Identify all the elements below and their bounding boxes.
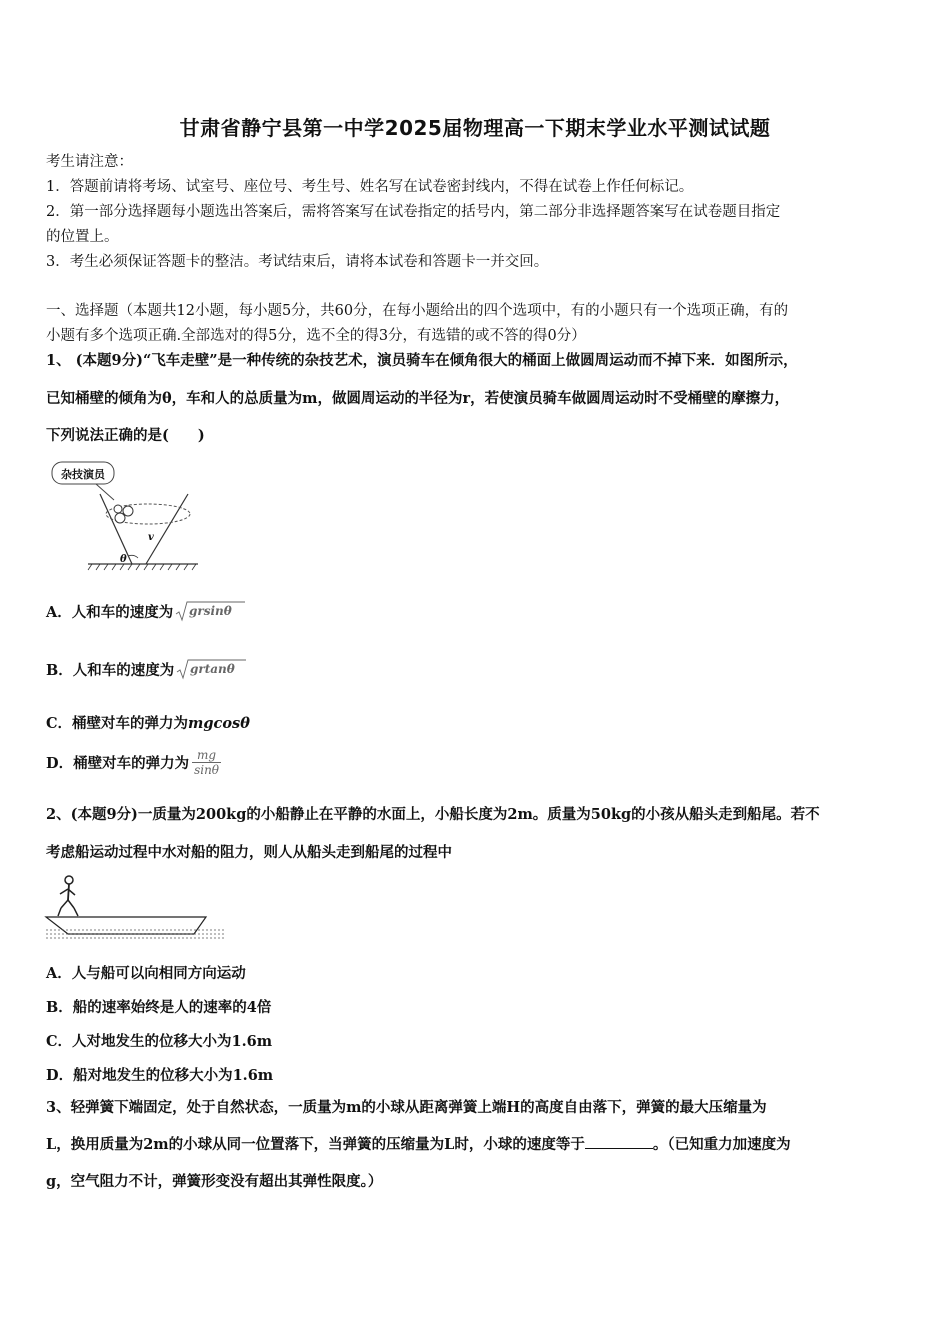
q3-line1: 3、轻弹簧下端固定，处于自然状态，一质量为m的小球从距离弹簧上端H的高度自由落下，弹簧的最大压缩量为 bbox=[46, 1099, 767, 1116]
child-body bbox=[68, 884, 69, 900]
figure-label: 杂技演员 bbox=[61, 468, 105, 481]
q1-option-d-text: D．桶壁对车的弹力为 bbox=[46, 755, 190, 772]
label-pointer bbox=[96, 484, 114, 500]
fraction-numerator: mg bbox=[192, 748, 221, 763]
notice-item-1: 1．答题前请将考场、试室号、座位号、考生号、姓名写在试卷密封线内，不得在试卷上作任何标记。 bbox=[46, 179, 694, 195]
rider-body bbox=[123, 506, 133, 516]
velocity-label: v bbox=[148, 532, 154, 543]
child-shin-left bbox=[58, 908, 61, 916]
notice-heading: 考生请注意： bbox=[46, 154, 133, 170]
q2-line1: 2、(本题9分)一质量为200kg的小船静止在平静的水面上，小船长度为2m。质量为50kg的小孩从船头走到船尾。若不 bbox=[46, 806, 820, 823]
q1-line2: 已知桶壁的倾角为θ，车和人的总质量为m，做圆周运动的半径为r，若使演员骑车做圆周运动时不受桶壁的摩擦力， bbox=[46, 390, 790, 407]
q3-line2-tail: 。（已知重力加速度为 bbox=[652, 1136, 791, 1153]
q2-boat-figure bbox=[44, 872, 230, 944]
q3-line3: g，空气阻力不计，弹簧形变没有超出其弹性限度。） bbox=[46, 1173, 383, 1190]
barrel-left-wall bbox=[100, 494, 132, 564]
notice-item-2: 2．第一部分选择题每小题选出答案后，需将答案写在试卷指定的括号内，第二部分非选择题答案写在试卷题目指定 bbox=[46, 204, 781, 220]
boat-hull bbox=[46, 917, 206, 934]
fraction bbox=[192, 748, 221, 777]
q1-barrel-figure bbox=[48, 458, 208, 573]
q2-option-a: A．人与船可以向相同方向运动 bbox=[46, 965, 246, 982]
rider-wheel bbox=[115, 513, 125, 523]
sqrt-symbol bbox=[176, 658, 246, 684]
q2-option-b: B．船的速率始终是人的速率的4倍 bbox=[46, 999, 272, 1016]
child-leg-left bbox=[61, 900, 68, 908]
q1-line3: 下列说法正确的是( ) bbox=[46, 427, 205, 444]
q2-option-d: D．船对地发生的位移大小为1.6m bbox=[46, 1067, 274, 1084]
q1-line1: 1、 (本题9分)“飞车走壁”是一种传统的杂技艺术，演员骑车在倾角很大的桶面上做圆周运动而不掉下来．如图所示， bbox=[46, 352, 798, 369]
q1-option-b-text: B．人和车的速度为 bbox=[46, 662, 175, 679]
q1-option-c bbox=[46, 712, 250, 733]
fraction-denominator: sinθ bbox=[194, 763, 220, 777]
q1-option-a-text: A．人和车的速度为 bbox=[46, 604, 174, 621]
theta-label: θ bbox=[120, 554, 127, 565]
q1-option-b-math: grtanθ bbox=[190, 662, 236, 676]
q1-option-c-math: mgcosθ bbox=[188, 715, 250, 732]
child-leg-right bbox=[68, 900, 74, 908]
q3-line2-text: L，换用质量为2m的小球从同一位置落下，当弹簧的压缩量为L时，小球的速度等于 bbox=[46, 1136, 585, 1153]
notice-item-2-cont: 的位置上。 bbox=[46, 229, 119, 245]
q1-option-d bbox=[46, 748, 221, 777]
page-title: 甘肃省静宁县第一中学2025届物理高一下期末学业水平测试试题 bbox=[179, 116, 771, 140]
answer-blank[interactable] bbox=[585, 1136, 653, 1149]
q1-option-a bbox=[46, 600, 245, 626]
q2-line2: 考虑船运动过程中水对船的阻力，则人从船头走到船尾的过程中 bbox=[46, 844, 452, 861]
section1-line2: 小题有多个选项正确.全部选对的得5分，选不全的得3分，有选错的或不答的得0分） bbox=[46, 328, 586, 344]
rider-head bbox=[114, 505, 122, 513]
child-shin-right bbox=[74, 908, 78, 916]
q1-option-b bbox=[46, 658, 246, 684]
sqrt-symbol bbox=[175, 600, 245, 626]
q1-option-c-text: C．桶壁对车的弹力为 bbox=[46, 715, 189, 732]
q1-option-a-math: grsinθ bbox=[189, 604, 233, 618]
notice-item-3: 3．考生必须保证答题卡的整洁。考试结束后，请将本试卷和答题卡一并交回。 bbox=[46, 254, 549, 270]
ground-hatch bbox=[88, 564, 196, 570]
child-head bbox=[65, 876, 73, 884]
child-arm-left bbox=[60, 889, 68, 894]
barrel-right-wall bbox=[146, 494, 188, 564]
q2-option-c: C．人对地发生的位移大小为1.6m bbox=[46, 1033, 273, 1050]
section1-line1: 一、选择题（本题共12小题，每小题5分，共60分，在每小题给出的四个选项中，有的小题只有一个选项正确，有的 bbox=[46, 303, 789, 319]
q3-line2 bbox=[46, 1135, 791, 1155]
